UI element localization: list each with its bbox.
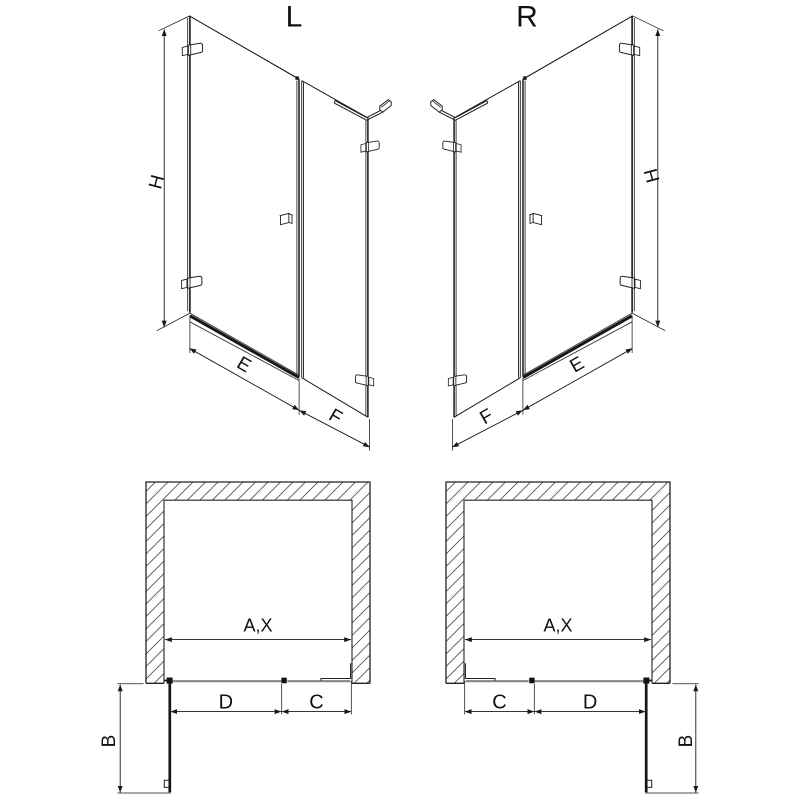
dim-label-swing-right: B bbox=[676, 734, 697, 748]
dim-label-swing-left: B bbox=[99, 734, 120, 748]
dim-label-height-left: H bbox=[145, 172, 170, 192]
plan-left-wall-hatch bbox=[146, 482, 370, 683]
variant-label-left: L bbox=[285, 0, 303, 34]
dim-label-opening-left: A,X bbox=[243, 615, 273, 636]
dim-label-fixed-panel-left: C bbox=[309, 691, 324, 714]
front-view-right bbox=[431, 1, 665, 451]
variant-label-right: R bbox=[516, 0, 538, 34]
dim-label-door-left: D bbox=[218, 691, 234, 714]
dim-label-opening-right: A,X bbox=[543, 615, 573, 636]
dim-label-panel-width-right: F bbox=[476, 405, 498, 430]
plan-right-wall-hatch bbox=[446, 482, 670, 683]
dim-label-panel-width-left: F bbox=[324, 405, 346, 430]
dim-label-height-right: H bbox=[640, 166, 665, 185]
front-view-left bbox=[145, 1, 391, 451]
dim-label-fixed-panel-right: C bbox=[492, 691, 507, 714]
dim-label-door-right: D bbox=[582, 691, 598, 714]
dim-label-door-width-right: E bbox=[566, 352, 588, 378]
plan-view-left bbox=[99, 482, 370, 793]
dim-label-door-width-left: E bbox=[233, 352, 255, 378]
